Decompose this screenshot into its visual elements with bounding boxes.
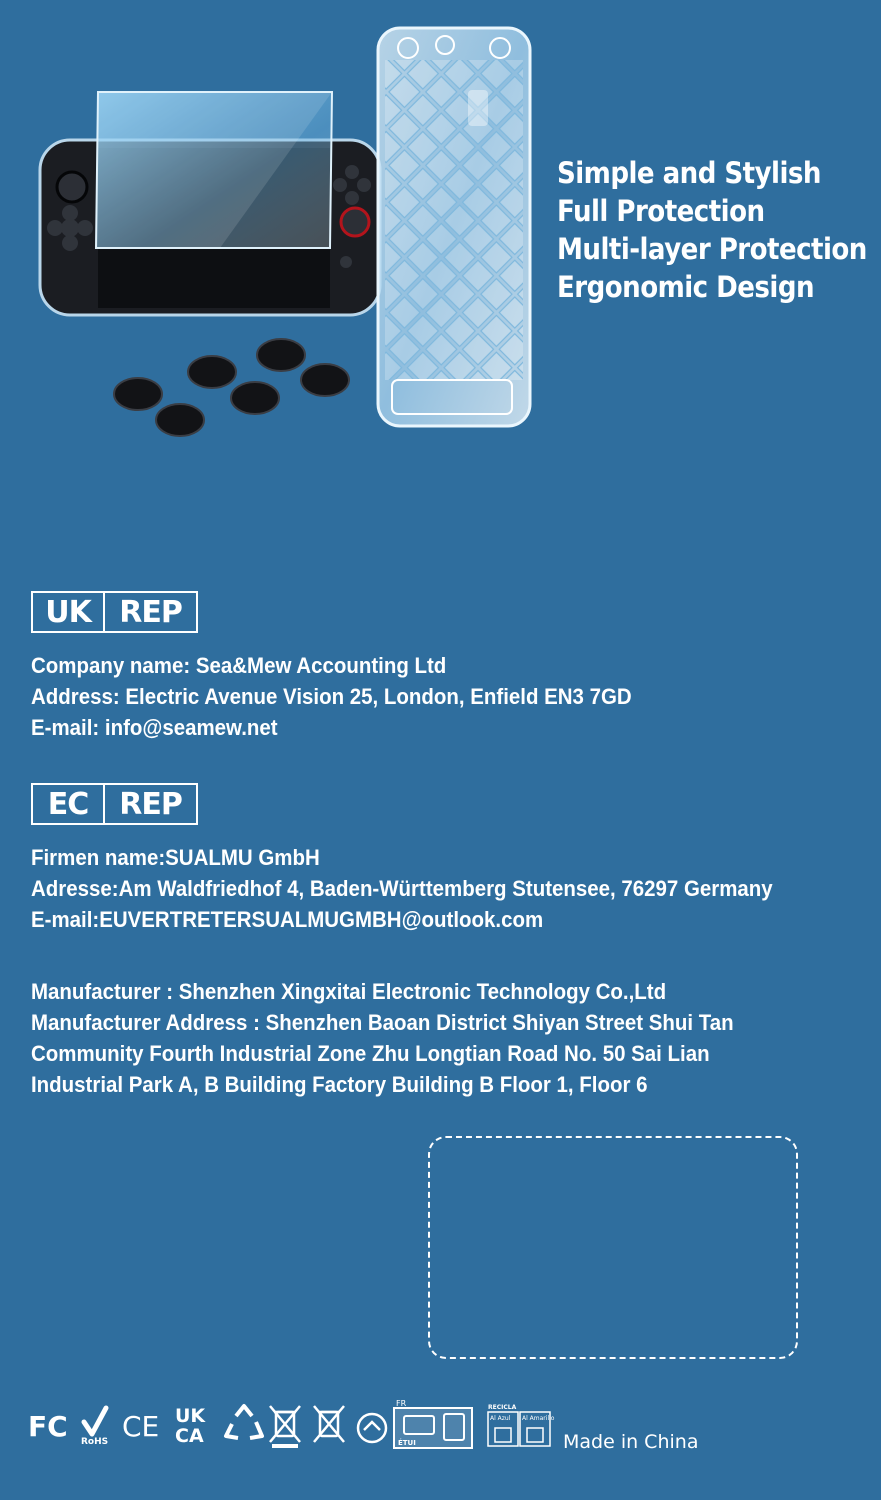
manufacturer-info: [31, 976, 786, 1100]
recycling-label-1: Al Azul: [490, 1415, 511, 1422]
ec-rep-badge-right: REP: [119, 786, 182, 822]
fc-mark-icon: [28, 1410, 68, 1443]
ukca-bottom-text: CA: [175, 1425, 204, 1447]
recycle-icon: [226, 1406, 262, 1438]
product-image: [0, 0, 560, 470]
fr-text: FR: [396, 1400, 407, 1408]
uk-company-name: Company name: Sea&Mew Accounting Ltd: [31, 653, 447, 678]
weee-bin-icon: [270, 1406, 300, 1446]
rohs-text: RoHS: [81, 1437, 109, 1447]
uk-rep-badge-right: REP: [119, 594, 182, 630]
ec-email: E-mail:EUVERTRETERSUALMUGMBH@outlook.com: [31, 907, 544, 932]
feature-item: Full Protection: [557, 194, 765, 228]
feature-list: [557, 154, 877, 306]
ce-mark-icon: [122, 1410, 159, 1443]
label-placeholder: [428, 1136, 798, 1359]
fc-mark-text: FC: [28, 1410, 68, 1443]
feature-item: Ergonomic Design: [557, 270, 815, 304]
thumb-grips-graphic: [114, 339, 349, 436]
feature-item: Multi-layer Protection: [557, 232, 867, 266]
feature-item: Simple and Stylish: [557, 156, 821, 190]
triman-icon: [358, 1414, 386, 1442]
recycling-header-text: RECICLA: [488, 1404, 517, 1411]
uk-rep-badge-left: UK: [33, 593, 105, 631]
ec-address: Adresse:Am Waldfriedhof 4, Baden-Württemberg Stutensee, 76297 Germany: [31, 876, 773, 901]
manufacturer-name: Manufacturer : Shenzhen Xingxitai Electronic Technology Co.,Ltd: [31, 979, 667, 1004]
uk-address: Address: Electric Avenue Vision 25, London, Enfield EN3 7GD: [31, 684, 632, 709]
recycling-label-2: Al Amarillo: [522, 1415, 555, 1422]
spain-recycling-icon: [488, 1404, 555, 1446]
uk-email: E-mail: info@seamew.net: [31, 715, 278, 740]
manufacturer-address: Manufacturer Address : Shenzhen Baoan District Shiyan Street Shui Tan: [31, 1010, 734, 1035]
uk-rep-info: [31, 650, 677, 743]
ec-company-name: Firmen name:SUALMU GmbH: [31, 845, 320, 870]
ec-rep-info: [31, 842, 829, 935]
fr-sorting-icon: [394, 1400, 472, 1448]
manufacturer-address-line: Community Fourth Industrial Zone Zhu Longtian Road No. 50 Sai Lian: [31, 1041, 710, 1066]
manufacturer-address-line: Industrial Park A, B Building Factory Building B Floor 1, Floor 6: [31, 1072, 648, 1097]
etui-text: ÉTUI: [398, 1439, 416, 1447]
weee-bin-icon: [314, 1406, 344, 1442]
rohs-check-icon: [81, 1408, 108, 1447]
ce-mark-text: CE: [122, 1410, 160, 1443]
ec-rep-badge: [31, 783, 198, 825]
uk-rep-badge: [31, 591, 198, 633]
ukca-top-text: UK: [175, 1405, 206, 1427]
made-in-label: Made in China: [563, 1431, 699, 1453]
clear-case-graphic: [378, 28, 530, 426]
ec-rep-badge-left: EC: [33, 785, 105, 823]
ukca-mark-icon: [175, 1405, 206, 1447]
